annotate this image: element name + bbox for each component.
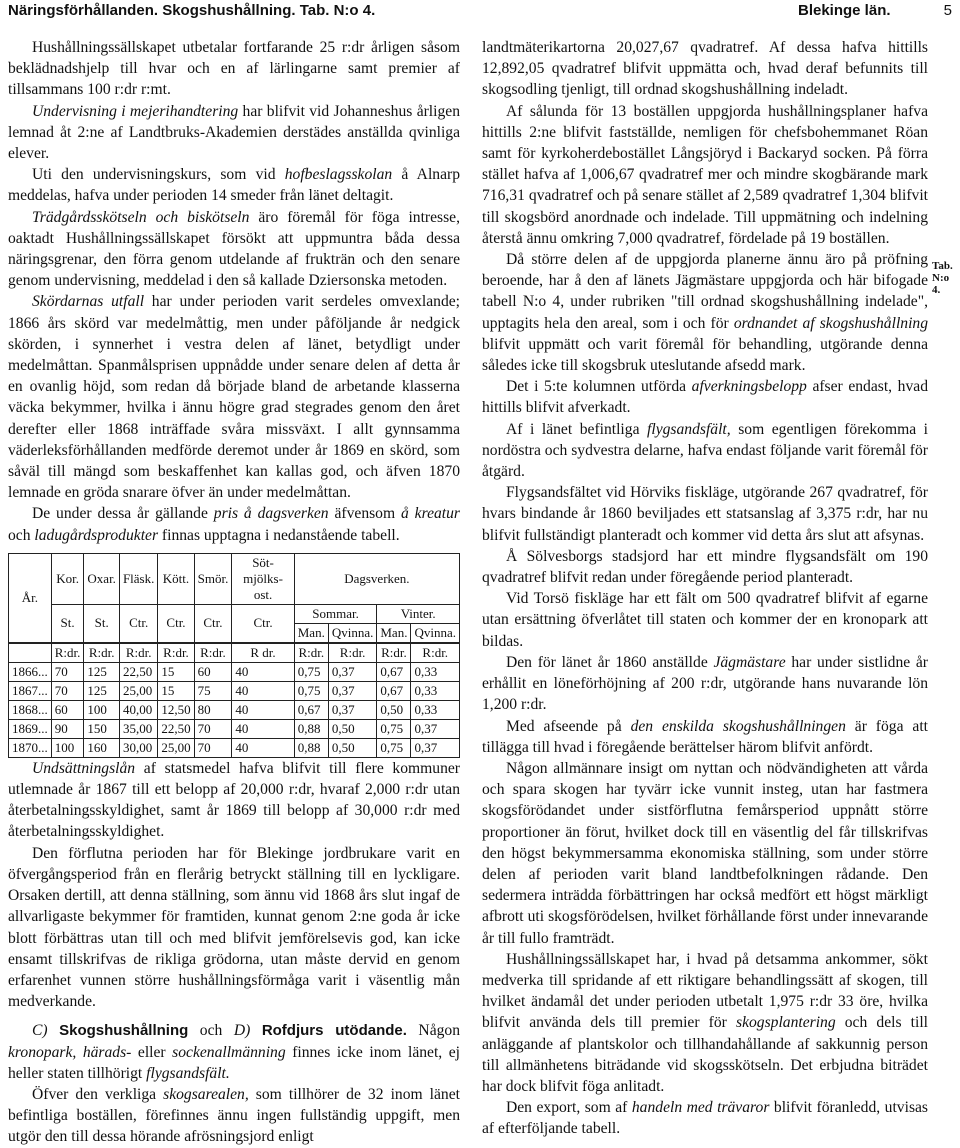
paragraph: Den förflutna perioden har för Blekinge jordbrukare varit en öfvergångsperiod från en flerårig betryckt ställning till en lyckligare. Orsaken dertill, att denna ställning, som ännu vid 1868 års slut ingaf de allvarligaste bekymmer för framtiden, kunnat genom 2:ne goda år icke blott förbättras utan till och med blifvit jemförelsevis god, kan icke ensamt tillskrifvas de rikliga grödorna, utan måste dervid en genom erfarenhet vunnen större hushållningsförmåga varit i väsentlig mån medverkande.: [8, 844, 460, 1011]
paragraph: Skördarnas utfall har under perioden varit serdeles omvexlande; 1866 års skörd var medelmåttig, men under påföljande år nedgick skörden, i synnerhet i vestra delen af länet, betydligt under medelmåttan. Spanmålsprisen uppnådde under senare delen af detta år en ovanlig höjd, som redan då började bland de arbetande klasserna väcka bekymmer, hvilka i ännu högre grad stegrades genom den året derefter eller 1868 inträffade svåra missväxt. I allt gynnsamma väderleksförhållanden medförde deremot under år 1869 en skörd, som såväl till mängd som beskaffenhet kan kallas god, och äfven 1870 lemnade en gröda snarare öfver än under medelmåttan.: [8, 293, 460, 502]
col-header-flask: Fläsk.: [119, 553, 157, 604]
col-header-man: Man.: [377, 623, 411, 643]
margin-note: Tab. N:o 4.: [932, 260, 953, 296]
paragraph: Då större delen af de uppgjorda planerne ännu äro på pröfning beroende, har å den af länets Jägmästare uppgjorda och här bifogade tabell N:o 4, under rubriken "till ordnad skogshushållning indelade", upptagits hela den areal, som i och för ordnandet af skogshushållning blifvit uppmätt och varit föremål för behandling, utgörande denna således icke till skogsbruk uteslutande afsedd mark.: [482, 251, 928, 375]
col-header-qvinna: Qvinna.: [328, 623, 377, 643]
paragraph: Det i 5:te kolumnen utförda afverkningsbelopp afser endast, hvad hittills blifvit afverkadt.: [482, 378, 928, 417]
paragraph: De under dessa år gällande pris å dagsverken äfvensom å kreatur och ladugårdsprodukter finnas upptagna i nedanstående tabell.: [8, 505, 461, 544]
paragraph: Vid Torsö fiskläge har ett fält om 500 qvadratref blifvit af egarne utan ersättning öfverlåtet till staten och kommer der en kronopark att bildas.: [482, 590, 928, 650]
table-row: 1869... 90 150 35,00 22,50 70 40 0,88 0,50 0,75 0,37: [9, 719, 460, 738]
paragraph: Flygsandsfältet vid Hörviks fiskläge, utgörande 267 qvadratref, för hvars bindande år 1860 beviljades ett statsanslag af 3,375 r:dr, har nu blifvit fullständigt planteradt och kommer vid detta års slut att afsynas.: [482, 484, 928, 544]
paragraph: Den export, som af handeln med trävaror blifvit föranledd, utvisas af efterföljande tabell.: [482, 1099, 928, 1138]
header-left-title: Näringsförhållanden. Skogshushållning. Tab. N:o 4.: [8, 2, 376, 19]
col-header-kott: Kött.: [158, 553, 194, 604]
page-header: [8, 2, 952, 28]
paragraph: Hushållningssällskapet har, i hvad på detsamma ankommer, sökt medverka till spridande af ett riktigare behandlingssätt af skogen, till hvilket ändamål det under perioden utbetalt 1,975 r:dr 33 öre, hvilka blifvit använda dels till premier för skogsplantering och dels till anläggande af plantskolor och tillhandahållande af sakkunnig person till allmänhetens biträdande vid skogsskötseln. Det erbjudna biträdet har dock blifvit föga anlitadt.: [482, 950, 928, 1095]
col-header-sot: Söt-mjölks-ost.: [232, 553, 294, 604]
paragraph: Öfver den verkliga skogsarealen, som tillhörer de 32 inom länet befintliga boställen, förefinnes ännu ingen fullständig uppgift, men utgör den till dessa hörande afrösningsjord enligt: [8, 1085, 460, 1146]
paragraph: Af i länet befintliga flygsandsfält, som egentligen förekomma i nordöstra och sydvestra delarne, hafva endast följande varit föremål för åtgärd.: [482, 420, 928, 481]
paragraph: landtmäterikartorna 20,027,67 qvadratref. Af dessa hafva hittills 12,892,05 qvadratref blifvit uppmätta och, hvad deraf befunnits till skogsodling tjenligt, till ordnad skogshushållning indeladt.: [482, 39, 928, 99]
paragraph: Undsättningslån af statsmedel hafva blifvit till flere kommuner utlemnade år 1867 till ett belopp af 20,000 r:dr, hvaraf 2,000 r:dr utan återbetalningsskyldighet, samt år 1869 till belopp af 30,000 r:dr med återbetalningsskyldighet.: [8, 759, 460, 841]
paragraph: Med afseende på den enskilda skogshushållningen är föga att tillägga till hvad i föregående berättelser härom blifvit anfördt.: [482, 717, 928, 756]
unit: St.: [84, 604, 120, 643]
paragraph: Den för länet år 1860 anställde Jägmästare har under sistlidne år erhållit en löneförhöjning af 200 r:dr, utgörande hans nuvarande lön 1,200 r:dr.: [482, 653, 928, 714]
paragraph: Någon allmännare insigt om nyttan och nödvändigheten att vårda och spara skogen har tyvärr icke vunnit insteg, utan har fastmera skogsförödandet under sistförflutna femårsperiod uppnått större proportioner än förut, hvilket dock till en väsentlig del får tillskrifvas den högst bekymmersamma ekonomiska ställning, som under större delen af perioden varit bland landtbefolkningen rådande. Den sedermera inträdda förbättringen har också medfört ett högst märkligt afbrott uti skogsförödelsen, hvilket förhållande först under innevarande år till fullo framträdt.: [482, 759, 928, 947]
unit: St.: [51, 604, 84, 643]
left-column: [8, 37, 460, 1148]
col-header-kor: Kor.: [51, 553, 84, 604]
paragraph: Hushållningssällskapet utbetalar fortfarande 25 r:dr årligen såsom beklädnadshjelp till hvar och en af lärlingarne samt premier af tillsammans 100 r:dr r:mt.: [8, 39, 460, 99]
paragraph: Å Sölvesborgs stadsjord har ett mindre flygsandsfält om 190 qvadratref blifvit redan under föregående period planteradt.: [482, 547, 928, 587]
paragraph: Uti den undervisningskurs, som vid hofbeslagsskolan å Alnarp meddelas, hafva under perioden 14 smeder från länet deltagit.: [8, 166, 460, 205]
units-row: R:dr. R:dr. R:dr. R:dr. R:dr. R dr. R:dr. R:dr. R:dr. R:dr.: [9, 643, 460, 663]
table-row: 1868... 60 100 40,00 12,50 80 40 0,67 0,37 0,50 0,33: [9, 700, 460, 719]
col-header-dagsverken: Dagsverken.: [294, 553, 459, 604]
unit: Ctr.: [194, 604, 232, 643]
section-heading: C) Skogshushållning och D) Rofdjurs utödande. Någon kronopark, härads- eller sockenallmänning finnes icke inom länet, ej heller staten tillhörigt flygsandsfält.: [8, 1022, 461, 1082]
unit: Ctr.: [232, 604, 294, 643]
table-row: 1866... 70 125 22,50 15 60 40 0,75 0,37 0,67 0,33: [9, 662, 460, 681]
paragraph: Undervisning i mejerihandtering har blifvit vid Johanneshus årligen lemnad åt 2:ne af Landtbruks-Akademien derstädes anställda qvinliga elever.: [8, 102, 460, 163]
unit: Ctr.: [158, 604, 194, 643]
col-header-smor: Smör.: [194, 553, 232, 604]
col-header-year: År.: [9, 553, 52, 643]
col-header-sommar: Sommar.: [294, 604, 377, 623]
unit: Ctr.: [119, 604, 157, 643]
col-header-qvinna: Qvinna.: [411, 623, 460, 643]
table-row: 1867... 70 125 25,00 15 75 40 0,75 0,37 0,67 0,33: [9, 681, 460, 700]
price-table: [8, 553, 460, 758]
right-column: [482, 37, 928, 1140]
page-number: 5: [943, 2, 952, 19]
col-header-vinter: Vinter.: [377, 604, 460, 623]
col-header-oxar: Oxar.: [84, 553, 120, 604]
table-row: 1870... 100 160 30,00 25,00 70 40 0,88 0,50 0,75 0,37: [9, 738, 460, 757]
paragraph: Trädgårdsskötseln och biskötseln äro föremål för föga intresse, oaktadt Hushållningssällskapet försökt att uppmuntra båda dessa näringsgrenar, den förra genom utdelande af frukträn och den senare genom undervisning, meddelad i den så kallade Dziersonska metoden.: [8, 208, 460, 290]
paragraph: Af sålunda för 13 boställen uppgjorda hushållningsplaner hafva hittills 2:ne blifvit fastställde, nemligen för chefsbohemmanet Röan samt för kyrkoherdebostället Långsjöryd i Backaryd socken. På förra stället hafva af 1,006,67 qvadratref mer och mindre skogbärande mark 716,31 qvadratref och på senare stället af 2,589 qvadratref 1,304 blifvit till skogsbörd anordnade och indelade. Till uppmätning och indelning återstå ännu omkring 7,000 qvadratref, fördelade på 19 boställen.: [482, 102, 928, 247]
header-region: Blekinge län.: [798, 2, 891, 19]
col-header-man: Man.: [294, 623, 328, 643]
